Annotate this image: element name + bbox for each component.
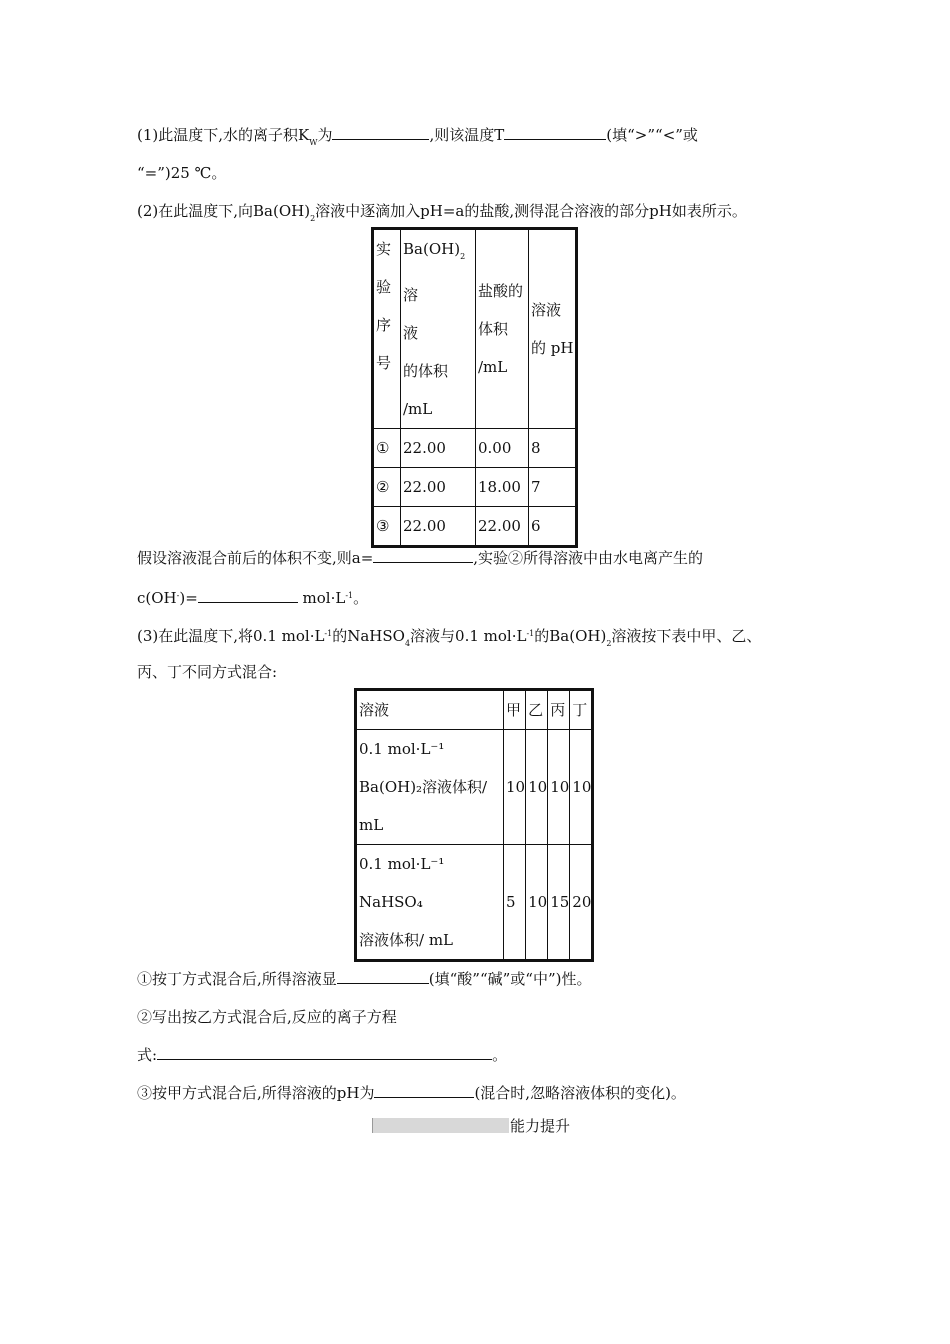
table-row: 0.1 mol·L⁻¹ NaHSO₄ 溶液体积/ mL 5 10 15 20 <box>356 845 593 961</box>
answer-blank-temp[interactable] <box>504 125 606 140</box>
header-cell: 实 验 序 号 <box>373 229 401 429</box>
mixing-table <box>354 688 594 962</box>
section-banner-title: 能力提升 <box>510 1117 571 1135</box>
ph-experiment-table <box>371 227 578 548</box>
table-header-row: 溶液 甲 乙 丙 丁 <box>356 690 593 730</box>
answer-blank-equation[interactable] <box>157 1045 492 1060</box>
q2-intro: (2)在此温度下,向$Ba(OH)_2$溶液中逐滴加入pH=a的盐酸,测得混合溶液的部分pH如表所示。 <box>137 202 747 223</box>
section-banner-bar <box>372 1118 509 1133</box>
q3-sub2-line2: 式: 。 <box>137 1046 508 1064</box>
header-cell: 盐酸的 体积 /mL <box>476 229 529 429</box>
table-row: ③ 22.00 22.00 6 <box>373 507 577 547</box>
header-cell: 溶液 的 pH <box>529 229 577 429</box>
q1-line2: “=”)25 ℃。 <box>137 164 227 182</box>
table-row: ① 22.00 0.00 8 <box>373 429 577 468</box>
q2-after-line2: $c(OH^-)= mol\cdot L^{-1}$。 <box>137 589 369 607</box>
q3-sub1: ①按丁方式混合后,所得溶液显 (填“酸”“碱”或“中”)性。 <box>137 970 592 988</box>
answer-blank-acidity[interactable] <box>337 969 429 984</box>
row-label: 0.1 mol·L⁻¹ Ba(OH)₂溶液体积/ mL <box>356 730 504 845</box>
q3-intro: (3)在此温度下,将0.1 $mol\cdot L^{-1}$的NaHSO$_4$溶液与0.1 $mol\cdot L^{-1}$的$Ba(OH)_2$溶液按下表中甲、乙、 <box>137 627 762 648</box>
table-row: 0.1 mol·L⁻¹ Ba(OH)₂溶液体积/ mL 10 10 10 10 <box>356 730 593 845</box>
q1-line1: (1)此温度下,水的离子积$K_W$为 ,则该温度T (填“>”“<”或 <box>137 126 698 147</box>
answer-blank-ph[interactable] <box>374 1083 474 1098</box>
q3-sub2: ②写出按乙方式混合后,反应的离子方程 <box>137 1008 397 1026</box>
answer-blank-oh[interactable] <box>198 588 298 603</box>
row-label: 0.1 mol·L⁻¹ NaHSO₄ 溶液体积/ mL <box>356 845 504 961</box>
header-cell: $Ba(OH)_2$溶 液 的体积 /mL <box>401 229 476 429</box>
answer-blank-a[interactable] <box>373 548 473 563</box>
q3-sub3: ③按甲方式混合后,所得溶液的pH为 (混合时,忽略溶液体积的变化)。 <box>137 1084 686 1102</box>
table-header-row <box>373 229 577 429</box>
q2-after-line1: 假设溶液混合前后的体积不变,则a= ,实验②所得溶液中由水电离产生的 <box>137 549 704 567</box>
table-row: ② 22.00 18.00 7 <box>373 468 577 507</box>
answer-blank-kw[interactable] <box>332 125 429 140</box>
q3-intro-line2: 丙、丁不同方式混合: <box>137 663 278 681</box>
